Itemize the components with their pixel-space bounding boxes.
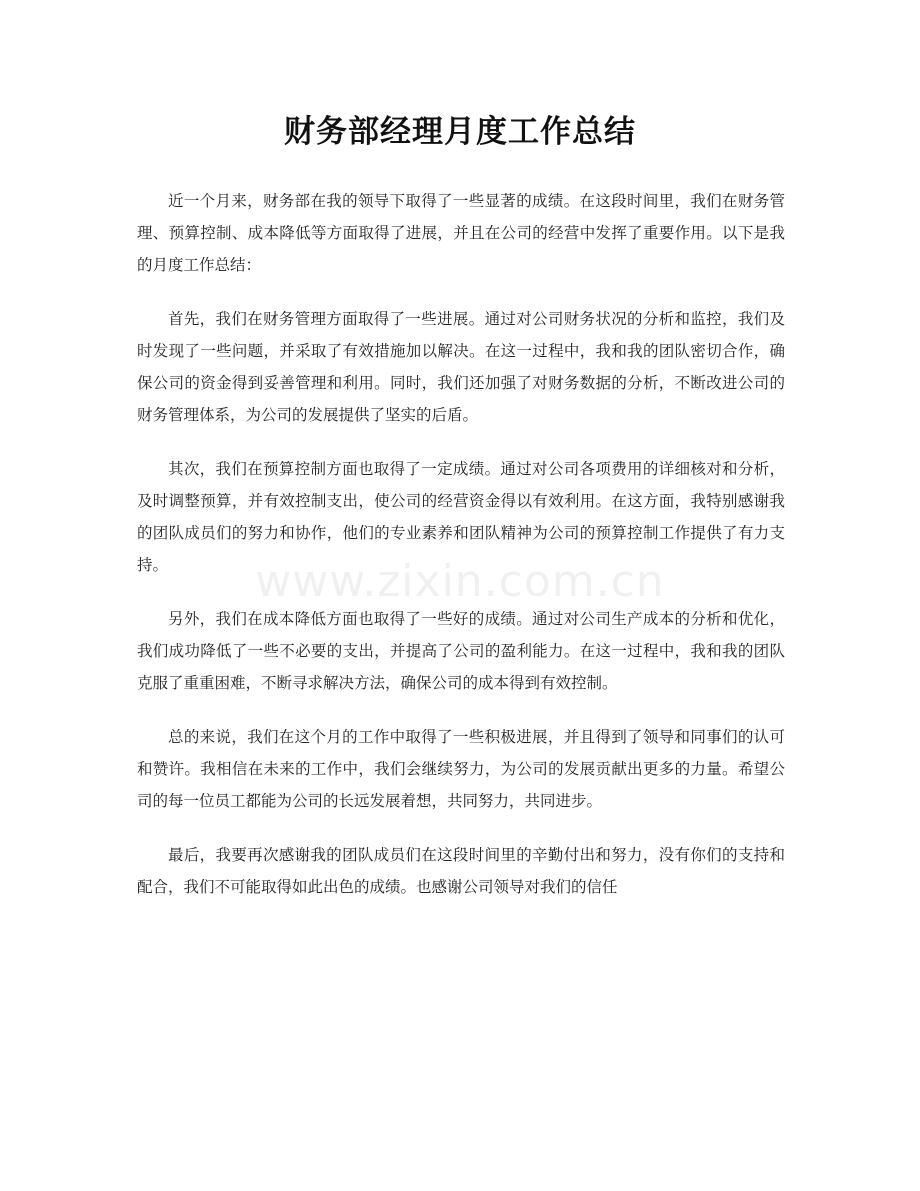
document-title: 财务部经理月度工作总结: [284, 114, 636, 150]
paragraph-financial-management: 首先，我们在财务管理方面取得了一些进展。通过对公司财务状况的分析和监控，我们及时发现了一些问题，并采取了有效措施加以解决。在这一过程中，我和我的团队密切合作，确保公司的资金得到妥善管理和利用。同时，我们还加强了对财务数据的分析，不断改进公司的财务管理体系，为公司的发展提供了坚实的后盾。: [137, 310, 785, 424]
watermark-text: www.zixin.com.cn: [255, 556, 665, 607]
paragraph-budget-control: 其次，我们在预算控制方面也取得了一定成绩。通过对公司各项费用的详细核对和分析，及时调整预算，并有效控制支出，使公司的经营资金得以有效利用。在这方面，我特别感谢我的团队成员们的努力和协作，他们的专业素养和团队精神为公司的预算控制工作提供了有力支持。: [137, 460, 785, 574]
paragraph-summary: 总的来说，我们在这个月的工作中取得了一些积极进展，并且得到了领导和同事们的认可和赞许。我相信在未来的工作中，我们会继续努力，为公司的发展贡献出更多的力量。希望公司的每一位员工都能为公司的长远发展着想，共同努力，共同进步。: [137, 728, 785, 810]
document-body: [137, 185, 785, 925]
paragraph-intro: 近一个月来，财务部在我的领导下取得了一些显著的成绩。在这段时间里，我们在财务管理、预算控制、成本降低等方面取得了进展，并且在公司的经营中发挥了重要作用。以下是我的月度工作总结：: [137, 192, 785, 274]
paragraph-closing: 最后，我要再次感谢我的团队成员们在这段时间里的辛勤付出和努力，没有你们的支持和配合，我们不可能取得如此出色的成绩。也感谢公司领导对我们的信任: [137, 846, 785, 896]
paragraph-cost-reduction: 另外，我们在成本降低方面也取得了一些好的成绩。通过对公司生产成本的分析和优化，我们成功降低了一些不必要的支出，并提高了公司的盈利能力。在这一过程中，我和我的团队克服了重重困难，不断寻求解决方法，确保公司的成本得到有效控制。: [137, 610, 785, 692]
